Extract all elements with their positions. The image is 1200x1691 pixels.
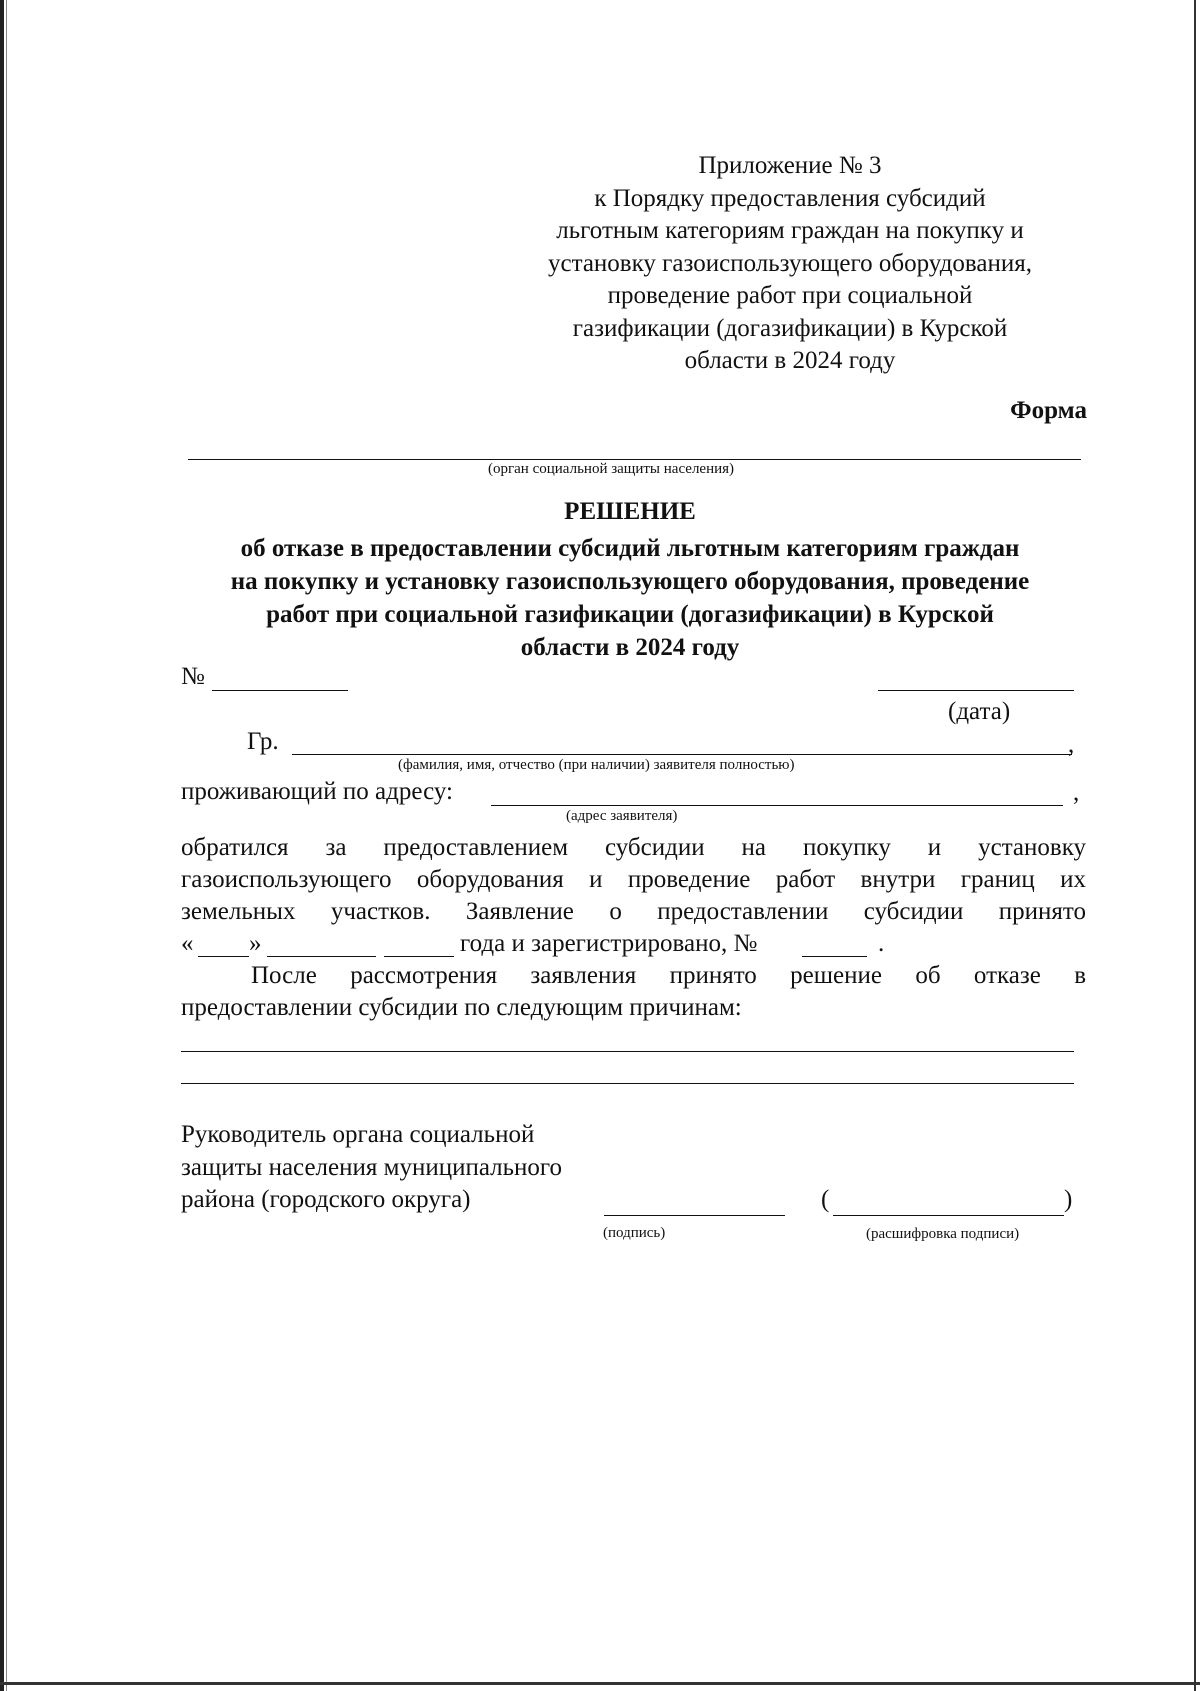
body-line: После рассмотрения заявления принято решение об отказе в [251, 962, 1086, 989]
decision-subtitle-line: работ при социальной газификации (догазификации) в Курской [266, 601, 994, 628]
signature-decoding-line [833, 1215, 1064, 1216]
appendix-line: проведение работ при социальной [607, 282, 973, 309]
decision-subtitle-line: на покупку и установку газоиспользующего оборудования, проведение [230, 568, 1030, 595]
address-label: проживающий по адресу: [181, 778, 453, 805]
date-caption: (дата) [948, 698, 1011, 725]
body-line: земельных участков. Заявление о предоставлении субсидии принято [181, 898, 1086, 925]
citizen-caption: (фамилия, имя, отчество (при наличии) заявителя полностью) [398, 757, 795, 773]
sentence-period: . [878, 930, 885, 957]
registration-number-line [802, 956, 867, 957]
scan-edge-left-inner [6, 0, 7, 1691]
appendix-line: области в 2024 году [684, 347, 896, 374]
appendix-line: Приложение № 3 [698, 152, 882, 179]
decision-title: РЕШЕНИЕ [564, 498, 696, 525]
scan-edge-left [0, 0, 4, 1691]
decision-subtitle-line: об отказе в предоставлении субсидий льготным категориям граждан [240, 535, 1020, 562]
quote-close: » [249, 930, 262, 957]
year-field-line [384, 956, 454, 957]
number-label: № [181, 663, 205, 690]
citizen-comma: , [1068, 731, 1075, 758]
paren-open: ( [821, 1186, 830, 1213]
registered-text: года и зарегистрировано, № [460, 930, 758, 957]
address-comma: , [1073, 779, 1080, 806]
appendix-header [500, 150, 1080, 378]
body-line: обратился за предоставлением субсидии на покупку и установку [181, 834, 1086, 861]
appendix-line: к Порядку предоставления субсидий [594, 184, 986, 212]
citizen-field-line [292, 754, 1072, 755]
month-field-line [267, 956, 376, 957]
address-caption: (адрес заявителя) [566, 808, 678, 824]
reason-line [181, 1051, 1074, 1052]
appendix-line: льготным категориям граждан на покупку и [556, 217, 1024, 244]
quote-open: « [181, 930, 194, 957]
address-field-line [491, 805, 1063, 806]
decision-subtitle-line: области в 2024 году [520, 634, 740, 661]
day-field-line [198, 956, 249, 957]
scan-edge-right [1194, 0, 1196, 1691]
form-label: Форма [1010, 397, 1087, 424]
paren-close: ) [1064, 1186, 1073, 1213]
citizen-label: Гр. [247, 728, 279, 755]
body-line: предоставлении субсидии по следующим причинам: [181, 994, 742, 1021]
authority-caption: (орган социальной защиты населения) [488, 461, 735, 477]
signatory-line: защиты населения муниципального [181, 1154, 563, 1181]
appendix-line: установку газоиспользующего оборудования, [548, 249, 1032, 277]
appendix-line: газификации (догазификации) в Курской [572, 314, 1008, 342]
decoding-caption: (расшифровка подписи) [866, 1226, 1020, 1242]
date-field-line [878, 690, 1074, 691]
sign-caption: (подпись) [603, 1225, 666, 1241]
decision-subtitle [170, 532, 1090, 664]
authority-field-line [188, 459, 1081, 460]
scan-edge-bottom [0, 1682, 1200, 1685]
signatory-line: Руководитель органа социальной [181, 1121, 535, 1148]
reason-line [181, 1083, 1074, 1084]
body-line: газоиспользующего оборудования и проведение работ внутри границ их [181, 866, 1086, 893]
number-field-line [212, 690, 348, 691]
signature-field-line [604, 1215, 785, 1216]
signatory-line: района (городского округа) [181, 1186, 471, 1213]
